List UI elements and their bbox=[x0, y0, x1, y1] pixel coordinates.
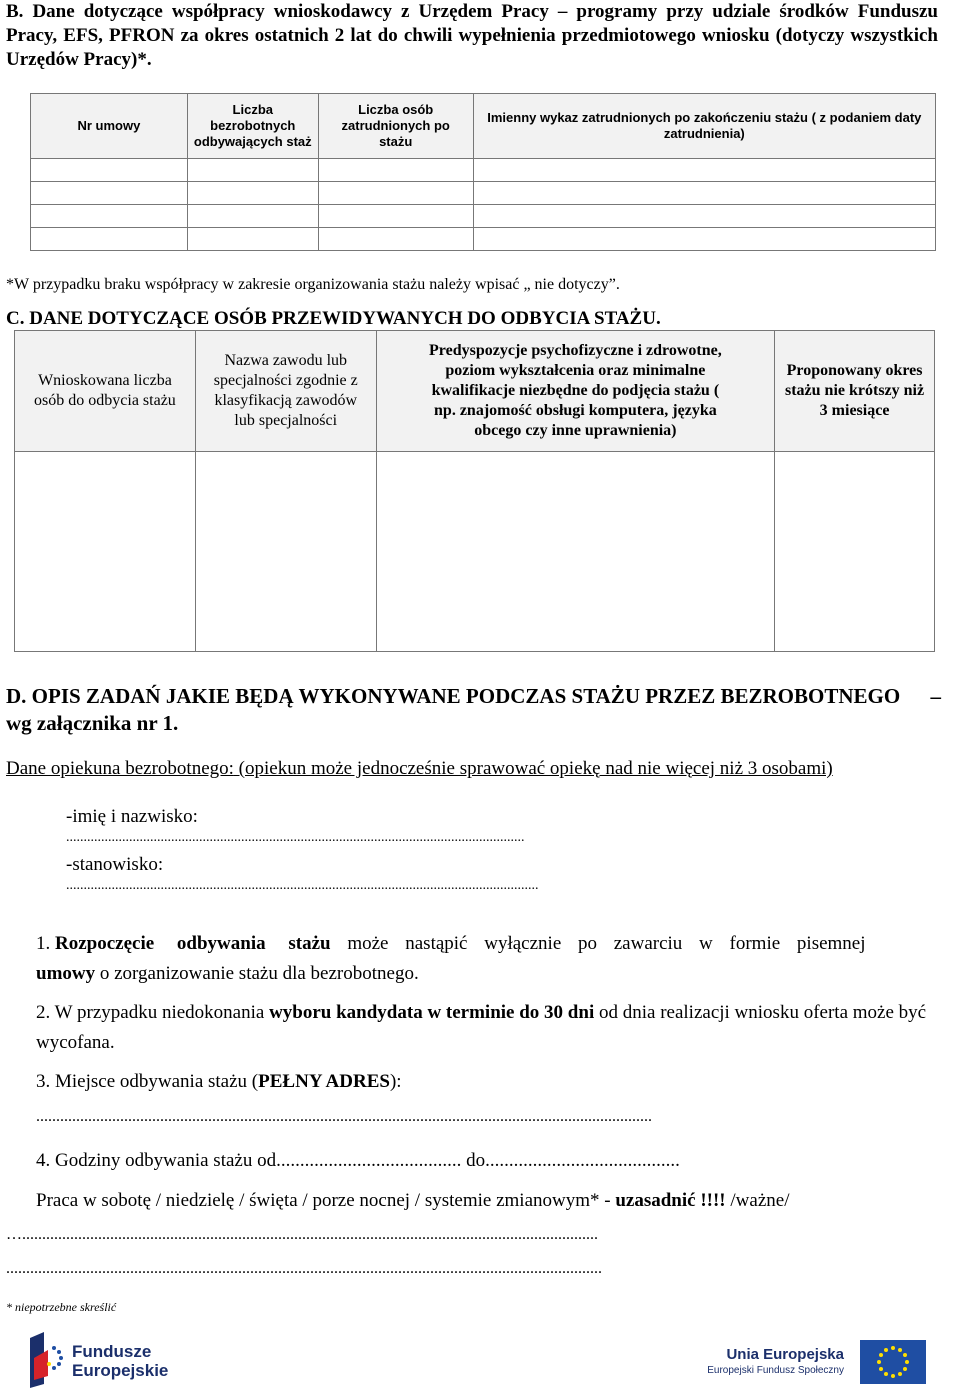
list-item: 3. Miejsce odbywania stażu (PEŁNY ADRES): bbox=[36, 1071, 402, 1092]
col-contract-number: Nr umowy bbox=[31, 94, 188, 159]
section-d-title-line1: D. OPIS ZADAŃ JAKIE BĘDĄ WYKONYWANE PODCZAS STAŻU PRZEZ BEZROBOTNEGO bbox=[6, 684, 901, 708]
col-employee-list: Imienny wykaz zatrudnionych po zakończeniu stażu ( z podaniem daty zatrudnienia) bbox=[473, 94, 935, 159]
table-row bbox=[31, 205, 936, 228]
col-profession-name: Nazwa zawodu lub specjalności zgodnie z klasyfikacją zawodów lub specjalności bbox=[195, 331, 376, 452]
col-requirements: Predyspozycje psychofizyczne i zdrowotne, poziom wykształcenia oraz minimalne kwalifikacje niezbędne do podjęcia stażu ( np. znajomość obsługi komputera, języka obcego czy inne uprawnienia) bbox=[376, 331, 774, 452]
section-d-title-line2: wg załącznika nr 1. bbox=[6, 711, 179, 735]
supervisor-heading bbox=[6, 758, 833, 780]
eu-flag-icon bbox=[860, 1340, 926, 1384]
table-row bbox=[31, 228, 936, 251]
section-d-dash: – bbox=[930, 684, 941, 708]
col-unemployed-count: Liczba bezrobotnych odbywających staż bbox=[187, 94, 318, 159]
table-row bbox=[31, 182, 936, 205]
trainees-table bbox=[14, 330, 935, 652]
fe-logo-icon bbox=[30, 1332, 68, 1388]
weekend-work-note: Praca w sobotę / niedzielę / święta / porze nocnej / systemie zmianowym* - uzasadnić !!!! /ważne/ bbox=[36, 1190, 790, 1211]
list-item: 2. W przypadku niedokonania wyboru kandydata w terminie do 30 dni od dnia realizacji wniosku oferta może być wycofana. bbox=[36, 1002, 927, 1053]
supervisor-position-label: -stanowisko: bbox=[66, 854, 164, 875]
list-item: 1. Rozpoczęcie odbywania stażu może nastąpić wyłącznie po zawarciu w formie pisemnej umowy o zorganizowanie stażu dla bezrobotnego. bbox=[36, 933, 866, 984]
cooperation-note: *W przypadku braku współpracy w zakresie organizowania stażu należy wpisać „ nie dotyczy”. bbox=[6, 276, 620, 293]
footnote: * niepotrzebne skreślić bbox=[6, 1300, 117, 1314]
unia-europejska-logo: Unia Europejska Europejski Fundusz Społeczny bbox=[700, 1338, 936, 1388]
justification-field-1[interactable]: …................................................................................................................................................ bbox=[6, 1226, 598, 1243]
fundusze-europejskie-logo: Fundusze Europejskie bbox=[30, 1332, 170, 1388]
supervisor-name-label: -imię i nazwisko: bbox=[66, 806, 198, 827]
supervisor-note: (opiekun może jednocześnie sprawować opiekę nad nie więcej niż 3 osobami) bbox=[233, 758, 833, 779]
supervisor-position-field[interactable]: ....................................................................................................................................... bbox=[66, 878, 539, 893]
supervisor-label: Dane opiekuna bezrobotnego: bbox=[6, 758, 234, 779]
justification-field-2[interactable]: ..................................................................................................................................................... bbox=[6, 1260, 602, 1277]
section-d-title bbox=[6, 683, 941, 737]
col-internship-period: Proponowany okres stażu nie krótszy niż 3 miesiące bbox=[775, 331, 935, 452]
col-requested-count: Wnioskowana liczba osób do odbycia stażu bbox=[15, 331, 196, 452]
section-c-title: C. DANE DOTYCZĄCE OSÓB PRZEWIDYWANYCH DO ODBYCIA STAŻU. bbox=[6, 308, 661, 329]
table-row bbox=[15, 452, 935, 652]
section-b-title: B. Dane dotyczące współpracy wnioskodawcy z Urzędem Pracy – programy przy udziale środków Funduszu Pracy, EFS, PFRON za okres ostatnich 2 lat do chwili wypełnienia przedmiotowego wniosku (dotyczy wszystkich Urzędów Pracy)*. bbox=[6, 1, 938, 70]
cooperation-table bbox=[30, 93, 936, 251]
table-row bbox=[31, 159, 936, 182]
address-field[interactable]: .......................................................................................................................................................... bbox=[36, 1108, 652, 1125]
col-employed-count: Liczba osób zatrudnionych po stażu bbox=[318, 94, 473, 159]
supervisor-name-field[interactable]: ................................................................................................................................... bbox=[66, 830, 525, 845]
hours-field[interactable]: Godziny odbywania stażu od....................................... do......................................... bbox=[55, 1150, 680, 1171]
list-item: 4. Godziny odbywania stażu od....................................... do......................................... bbox=[36, 1150, 680, 1171]
